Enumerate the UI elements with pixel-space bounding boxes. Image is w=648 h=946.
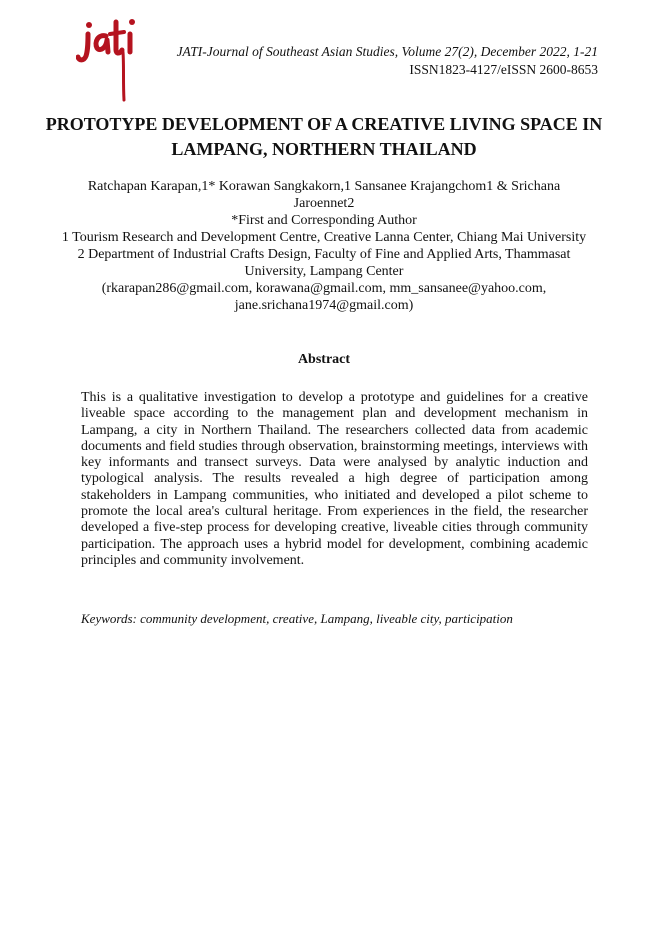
affiliation-1: 1 Tourism Research and Development Centre, Creative Lanna Center, Chiang Mai University <box>61 230 587 245</box>
author-list: Ratchapan Karapan,1* Korawan Sangkakorn,1 Sansanee Krajangchom1 & Srichana Jaroennet2 <box>87 179 561 211</box>
issn-line: ISSN1823-4127/eISSN 2600-8653 <box>409 62 598 77</box>
keywords: Keywords: community development, creative, Lampang, liveable city, participation <box>81 611 513 626</box>
abstract-heading: Abstract <box>297 352 351 367</box>
journal-citation: JATI-Journal of Southeast Asian Studies, Volume 27(2), December 2022, 1-21 <box>176 44 598 59</box>
article-title: PROTOTYPE DEVELOPMENT OF A CREATIVE LIVING SPACE IN LAMPANG, NORTHERN THAILAND <box>45 114 603 159</box>
journal-logo <box>76 12 142 104</box>
affiliation-2: 2 Department of Industrial Crafts Design, Faculty of Fine and Applied Arts, Thammasat University, Lampang Center <box>77 247 571 279</box>
author-block <box>60 178 588 314</box>
abstract-text: This is a qualitative investigation to develop a prototype and guidelines for a creative liveable space according to the management plan and development mechanism in Lampang, a city in Northern Thailand. The researchers collected data from academic documents and field studies through observation, brainstorming meetings, interviews with key informants and transect surveys. Data were analysed by analytic induction and typological analysis. The results revealed a high degree of participation among stakeholders in Lampang communities, who initiated and developed a pilot scheme to promote the local area's cultural heritage. From experiences in the field, the researcher developed a five-step process for developing creative, liveable cities through community participation. The approach uses a hybrid model for development, combining academic principles and community involvement. <box>81 390 588 568</box>
author-emails: (rkarapan286@gmail.com, korawana@gmail.com, mm_sansanee@yahoo.com, jane.srichana1974@gmail.com) <box>101 281 547 313</box>
corresponding-author-note: *First and Corresponding Author <box>231 213 417 228</box>
